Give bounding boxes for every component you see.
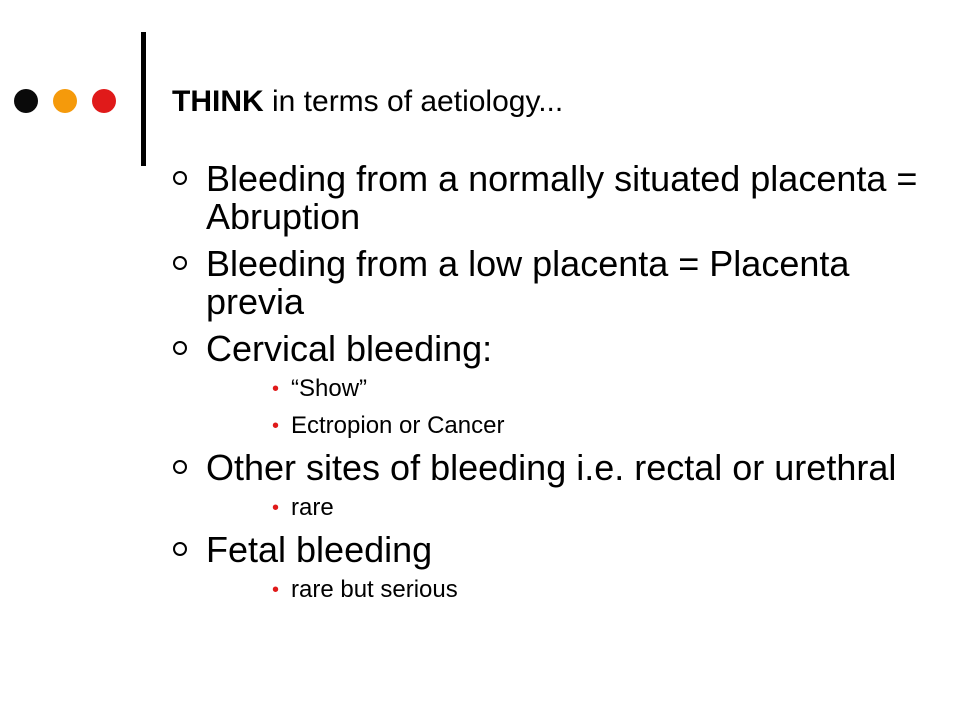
orange-dot-icon bbox=[53, 89, 77, 113]
list-item bbox=[172, 531, 932, 569]
sub-list-item-text: rare but serious bbox=[291, 576, 458, 603]
sub-list-item bbox=[172, 412, 932, 440]
sub-list bbox=[172, 576, 932, 604]
sub-list-item bbox=[172, 576, 932, 604]
list-item bbox=[172, 449, 932, 487]
list-item-text: Fetal bleeding bbox=[206, 529, 433, 570]
list-item-text: Cervical bleeding: bbox=[206, 328, 493, 369]
dot-bullet-icon: • bbox=[272, 378, 280, 400]
list-item bbox=[172, 330, 932, 368]
list-item-text: Other sites of bleeding i.e. rectal or urethral bbox=[206, 447, 897, 488]
ring-bullet-icon bbox=[173, 460, 187, 474]
list-item-text: Bleeding from a low placenta = Placenta previa bbox=[206, 243, 850, 322]
list-item bbox=[172, 160, 932, 236]
decorative-dots bbox=[14, 88, 131, 114]
sub-list-item-text: “Show” bbox=[291, 375, 368, 402]
black-dot-icon bbox=[14, 89, 38, 113]
title-text: in terms of aetiology... bbox=[263, 85, 564, 118]
sub-list-item-text: rare bbox=[291, 494, 334, 521]
ring-bullet-icon bbox=[173, 341, 187, 355]
vertical-divider bbox=[141, 32, 146, 166]
ring-bullet-icon bbox=[173, 542, 187, 556]
sub-list-item bbox=[172, 494, 932, 522]
title-emphasis: THINK bbox=[172, 85, 264, 118]
ring-bullet-icon bbox=[173, 171, 187, 185]
sub-list-item-text: Ectropion or Cancer bbox=[291, 412, 505, 439]
dot-bullet-icon: • bbox=[272, 497, 280, 519]
sub-list bbox=[172, 494, 932, 522]
slide-title bbox=[172, 84, 563, 120]
list-item-text: Bleeding from a normally situated placenta = Abruption bbox=[206, 158, 918, 237]
sub-list bbox=[172, 375, 932, 440]
dot-bullet-icon: • bbox=[272, 415, 280, 437]
list-item bbox=[172, 245, 932, 321]
bullet-list bbox=[172, 160, 932, 613]
dot-bullet-icon: • bbox=[272, 579, 280, 601]
red-dot-icon bbox=[92, 89, 116, 113]
sub-list-item bbox=[172, 375, 932, 403]
ring-bullet-icon bbox=[173, 256, 187, 270]
